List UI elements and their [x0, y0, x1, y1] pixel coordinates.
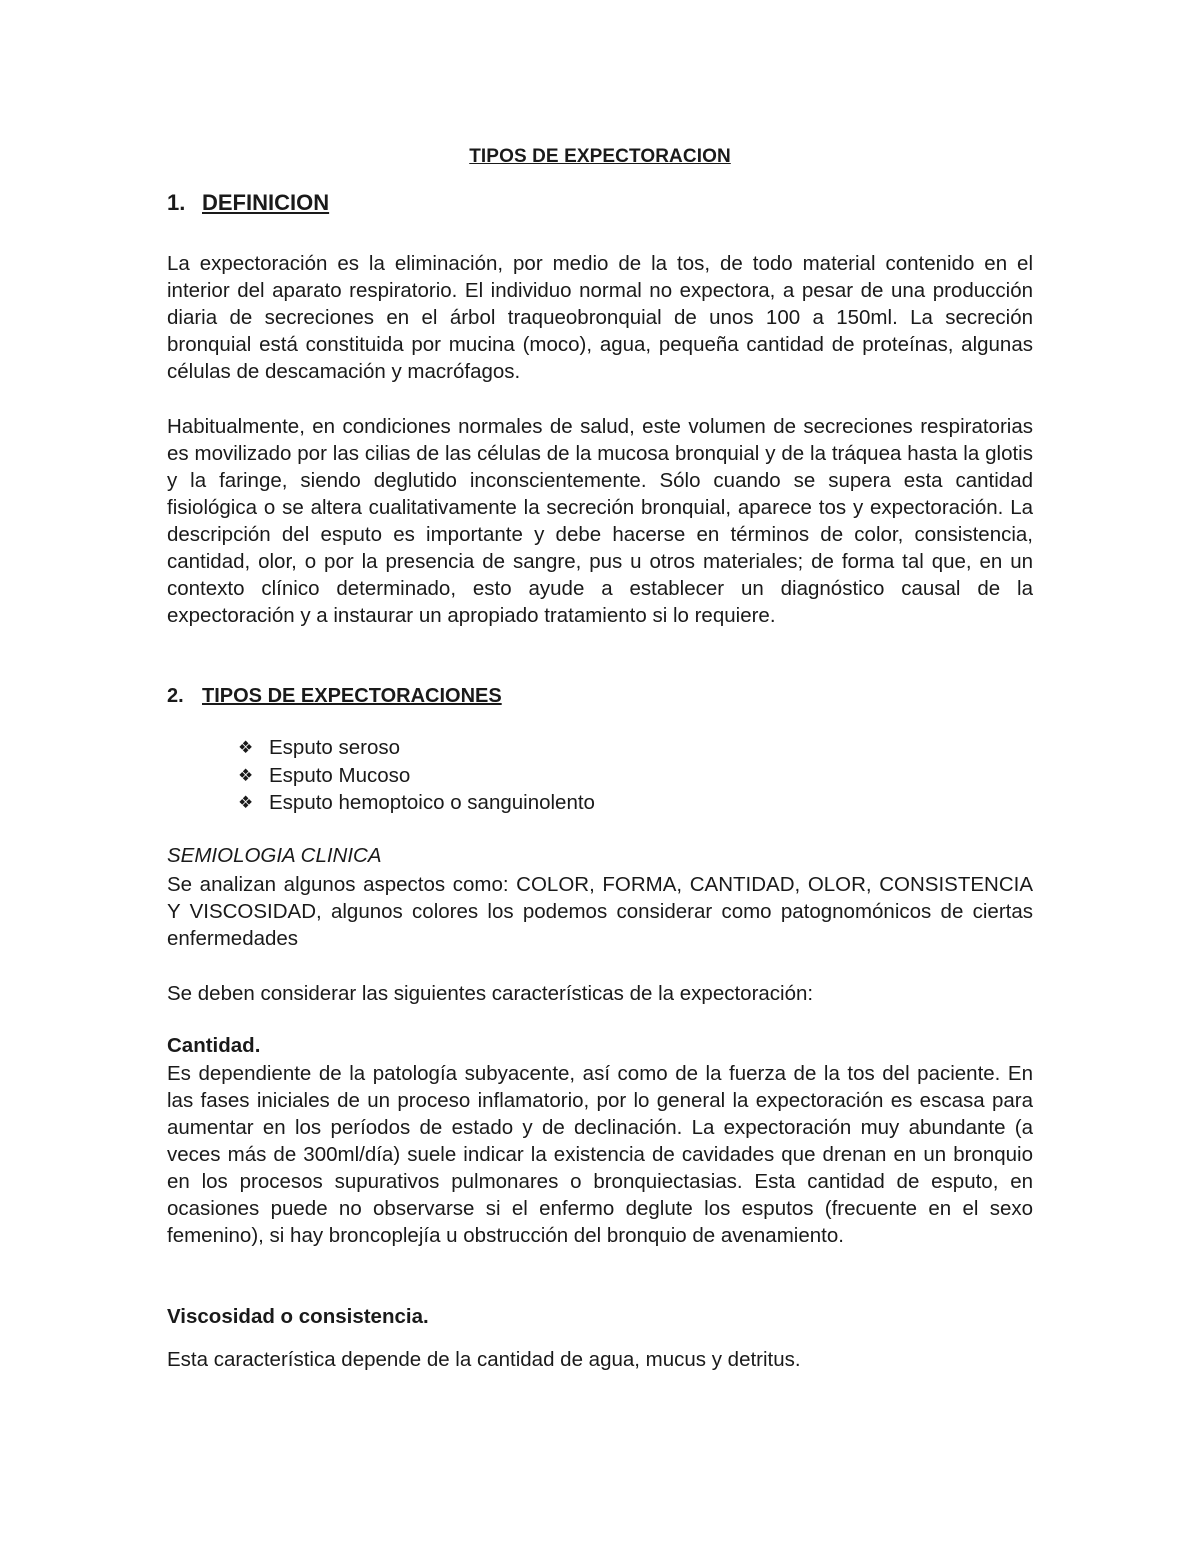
cantidad-heading: Cantidad.: [167, 1034, 261, 1057]
semiologia-paragraph: Se analizan algunos aspectos como: COLOR, FORMA, CANTIDAD, OLOR, CONSISTENCIA Y VISCOSIDAD, algunos colores los podemos considerar como patognomónicos de ciertas enfermedades: [167, 873, 1033, 950]
diamond-bullet-icon: ❖: [238, 793, 254, 812]
expectoration-types-list: [238, 734, 595, 817]
list-item-text: Esputo Mucoso: [269, 763, 411, 787]
diamond-bullet-icon: ❖: [238, 738, 254, 757]
section2-number: 2.: [167, 685, 184, 707]
definition-paragraph-2: Habitualmente, en condiciones normales de salud, este volumen de secreciones respiratorias es movilizado por las cilias de las células de la mucosa bronquial y de la tráquea hasta la glotis y la faringe, siendo deglutido inconscientemente. Sólo cuando se supera esta cantidad fisiológica o se altera cualitativamente la secreción bronquial, aparece tos y expectoración. La descripción del esputo es importante y debe hacerse en términos de color, consistencia, cantidad, olor, o por la presencia de sangre, pus u otros materiales; de forma tal que, en un contexto clínico determinado, esto ayude a establecer un diagnóstico causal de la expectoración y a instaurar un apropiado tratamiento si lo requiere.: [167, 415, 1033, 627]
list-item: [238, 789, 595, 817]
list-item-text: Esputo seroso: [269, 736, 401, 759]
consider-paragraph: Se deben considerar las siguientes características de la expectoración:: [167, 982, 814, 1005]
viscosidad-heading: Viscosidad o consistencia.: [167, 1305, 429, 1328]
cantidad-paragraph: Es dependiente de la patología subyacente, así como de la fuerza de la tos del paciente. En las fases iniciales de un proceso inflamatorio, por lo general la expectoración es escasa para aumentar en los períodos de estado y de declinación. La expectoración muy abundante (a veces más de 300ml/día) suele indicar la existencia de cavidades que drenan en un bronquio en los procesos supurativos pulmonares o bronquiectasias. Esta cantidad de esputo, en ocasiones puede no observarse si el enfermo deglute los esputos (frecuente en el sexo femenino), si hay broncoplejía u obstrucción del bronquio de avenamiento.: [167, 1062, 1033, 1247]
list-item: [238, 734, 595, 762]
list-item: [238, 762, 595, 790]
definition-paragraph-1: La expectoración es la eliminación, por medio de la tos, de todo material contenido en el interior del aparato respiratorio. El individuo normal no expectora, a pesar de una producción diaria de secreciones en el árbol traqueobronquial de unos 100 a 150ml. La secreción bronquial está constituida por mucina (moco), agua, pequeña cantidad de proteínas, algunas células de descamación y macrófagos.: [167, 252, 1033, 383]
semiologia-heading: SEMIOLOGIA CLINICA: [167, 844, 382, 867]
list-item-text: Esputo hemoptoico o sanguinolento: [269, 791, 595, 814]
section2-heading: [167, 685, 502, 708]
diamond-bullet-icon: ❖: [238, 765, 254, 785]
section1-title: DEFINICION: [202, 190, 330, 215]
section1-number: 1.: [167, 190, 186, 215]
viscosidad-paragraph: Esta característica depende de la cantidad de agua, mucus y detritus.: [167, 1348, 801, 1371]
section1-heading: [167, 190, 329, 216]
section2-title: TIPOS DE EXPECTORACIONES: [202, 685, 502, 707]
document-title: TIPOS DE EXPECTORACION: [469, 146, 731, 167]
